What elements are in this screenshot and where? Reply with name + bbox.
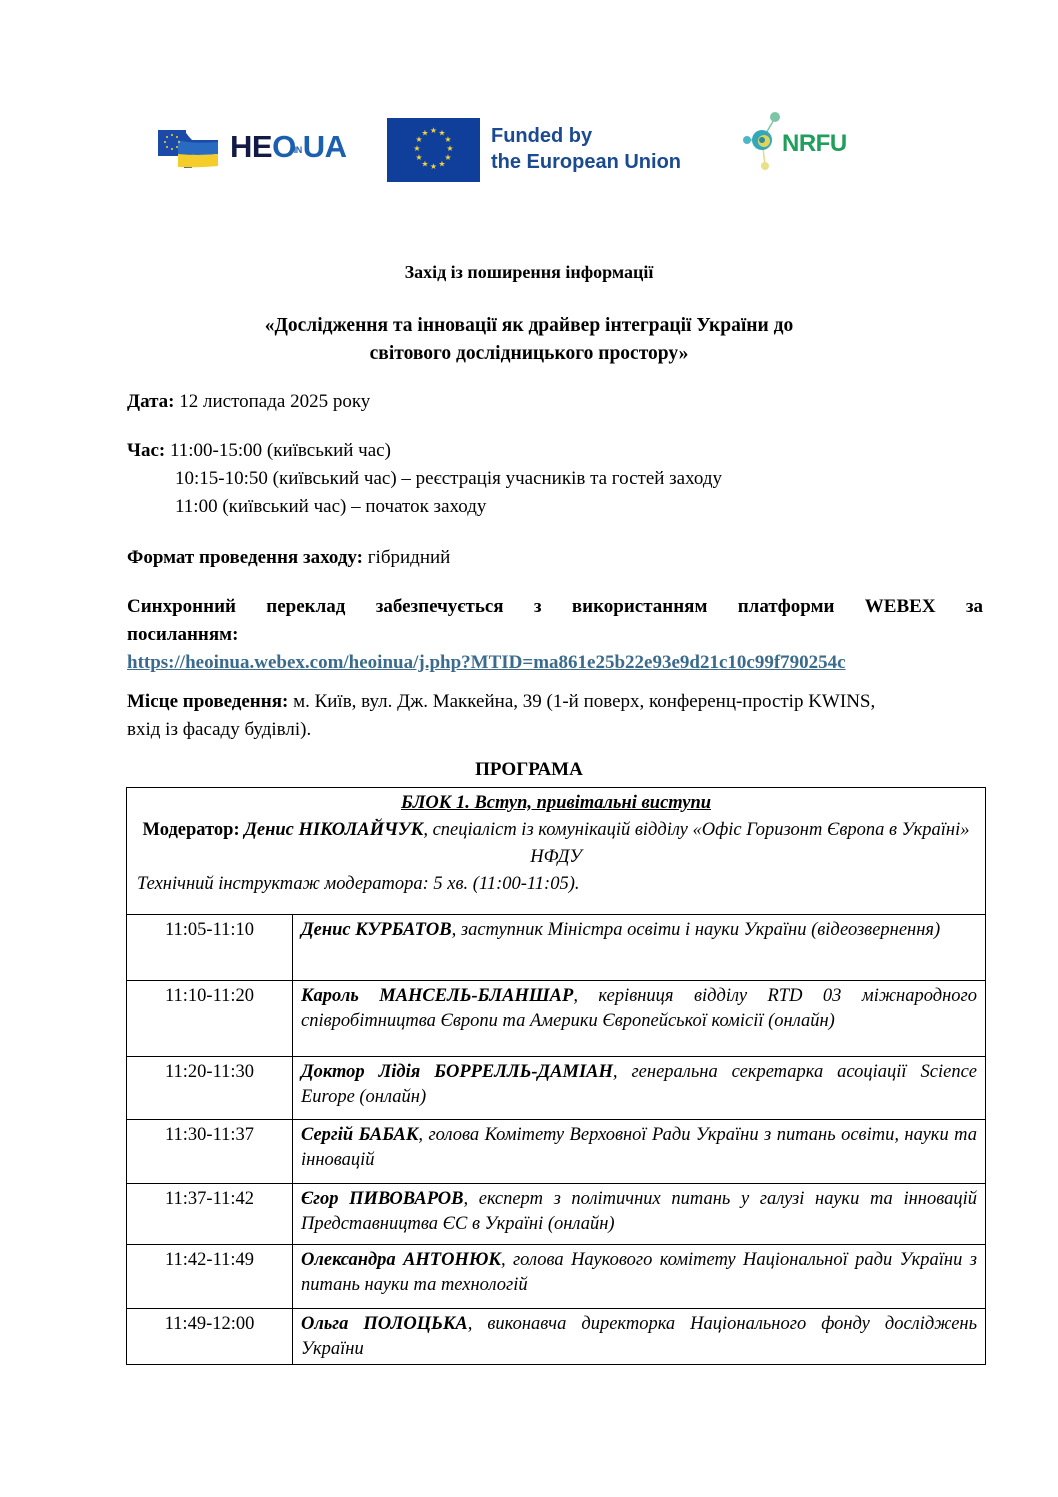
format-label: Формат проведення заходу: xyxy=(127,547,364,568)
speaker-cell: Кароль МАНСЕЛЬ-БЛАНШАР, керівниця відділу RTD 03 міжнародного співробітництва Європи та Америки Європейської комісії (онлайн) xyxy=(293,981,986,1057)
svg-text:★: ★ xyxy=(444,153,452,162)
start-time: 11:00 (київський час) – початок заходу xyxy=(175,496,487,517)
program-title: ПРОГРАМА xyxy=(475,759,583,780)
block-header-row xyxy=(127,788,986,915)
svg-text:★: ★ xyxy=(429,162,438,171)
eu-ukraine-flag-icon xyxy=(158,130,218,168)
table-row xyxy=(127,1057,986,1120)
venue-value-2: вхід із фасаду будівлі). xyxy=(127,719,312,740)
time-cell: 11:42-11:49 xyxy=(127,1245,293,1309)
heoinua-logo xyxy=(158,128,354,168)
funded-by-eu-text: Funded by the European Union xyxy=(491,125,681,173)
time-label: Час: xyxy=(127,440,166,461)
time-cell: 11:37-11:42 xyxy=(127,1184,293,1245)
svg-text:★: ★ xyxy=(444,135,452,144)
venue-block xyxy=(127,688,983,744)
nrfu-wordmark: NRFU xyxy=(782,130,847,157)
svg-text:★: ★ xyxy=(438,159,446,169)
table-row xyxy=(127,981,986,1057)
table-row xyxy=(127,1245,986,1309)
svg-text:★: ★ xyxy=(415,135,423,144)
block-title: БЛОК 1. Вступ, привітальні виступи xyxy=(400,793,712,813)
eu-flag-icon xyxy=(387,118,480,182)
translation-text-2: посиланням: xyxy=(127,624,239,645)
date-line xyxy=(127,388,983,416)
svg-text:★: ★ xyxy=(446,144,454,153)
moderator-line: Модератор: Денис НІКОЛАЙЧУК, спеціаліст із комунікацій відділу «Офіс Горизонт Європа в Україні» НФДУ xyxy=(142,820,970,867)
time-cell: 11:10-11:20 xyxy=(127,981,293,1057)
speaker-cell: Єгор ПИВОВАРОВ, експерт з політичних питань у галузі науки та інновацій Представництва ЄС в Україні (онлайн) xyxy=(293,1184,986,1245)
date-label: Дата: xyxy=(127,391,175,412)
table-row xyxy=(127,1184,986,1245)
table-row xyxy=(127,915,986,981)
funded-by-eu-logo xyxy=(387,118,697,182)
svg-text:★: ★ xyxy=(429,126,438,135)
program-table xyxy=(126,787,986,1365)
translation-block xyxy=(127,593,983,677)
webex-link[interactable]: https://heoinua.webex.com/heoinua/j.php?MTID=ma861e25b22e93e9d21c10c99f790254c xyxy=(127,652,846,673)
svg-text:★: ★ xyxy=(415,153,423,162)
svg-text:★: ★ xyxy=(421,128,429,138)
time-block xyxy=(127,437,983,521)
svg-text:★: ★ xyxy=(413,144,421,153)
format-line xyxy=(127,544,983,572)
speaker-cell: Сергій БАБАК, голова Комітету Верховної Ради України з питань освіти, науки та інновацій xyxy=(293,1120,986,1184)
date-value: 12 листопада 2025 року xyxy=(174,391,371,412)
table-row xyxy=(127,1120,986,1184)
time-cell: 11:05-11:10 xyxy=(127,915,293,981)
event-type-heading: Захід із поширення інформації xyxy=(404,262,654,282)
moderator-role: , спеціаліст із комунікацій відділу «Офіс Горизонт Європа в Україні» НФДУ xyxy=(423,820,970,867)
svg-text:★: ★ xyxy=(438,128,446,138)
speaker-cell: Олександра АНТОНЮК, голова Наукового комітету Національної ради України з питань науки та технологій xyxy=(293,1245,986,1309)
nrfu-logo xyxy=(742,110,857,175)
block-header-cell xyxy=(127,788,986,915)
registration-time: 10:15-10:50 (київський час) – реєстрація учасників та гостей заходу xyxy=(175,468,723,489)
nrfu-molecule-icon xyxy=(742,110,784,175)
time-value: 11:00-15:00 (київський час) xyxy=(165,440,391,461)
venue-value: м. Київ, вул. Дж. Маккейна, 39 (1-й поверх, конференц-простір KWINS, xyxy=(288,691,876,712)
heoinua-wordmark: HEOINUA xyxy=(230,129,347,164)
time-cell: 11:20-11:30 xyxy=(127,1057,293,1120)
translation-text: Синхронний переклад забезпечується з використанням платформи WEBEX за xyxy=(127,596,983,617)
venue-label: Місце проведення: xyxy=(127,691,289,712)
speaker-cell: Ольга ПОЛОЦЬКА, виконавча директорка Національного фонду досліджень України xyxy=(293,1309,986,1365)
svg-text:★: ★ xyxy=(421,159,429,169)
speaker-cell: Доктор Лідія БОРРЕЛЛЬ-ДАМІАН, генеральна секретарка асоціації Science Europe (онлайн) xyxy=(293,1057,986,1120)
time-cell: 11:49-12:00 xyxy=(127,1309,293,1365)
tech-briefing: Технічний інструктаж модератора: 5 хв. (11:00-11:05). xyxy=(137,874,580,894)
speaker-cell: Денис КУРБАТОВ, заступник Міністра освіти і науки України (відеозвернення) xyxy=(293,915,986,981)
time-cell: 11:30-11:37 xyxy=(127,1120,293,1184)
event-title: «Дослідження та інновації як драйвер інтеграції України до світового дослідницького простору» xyxy=(264,315,794,364)
table-row xyxy=(127,1309,986,1365)
moderator-name: Денис НІКОЛАЙЧУК xyxy=(239,820,424,840)
format-value: гібридний xyxy=(363,547,451,568)
